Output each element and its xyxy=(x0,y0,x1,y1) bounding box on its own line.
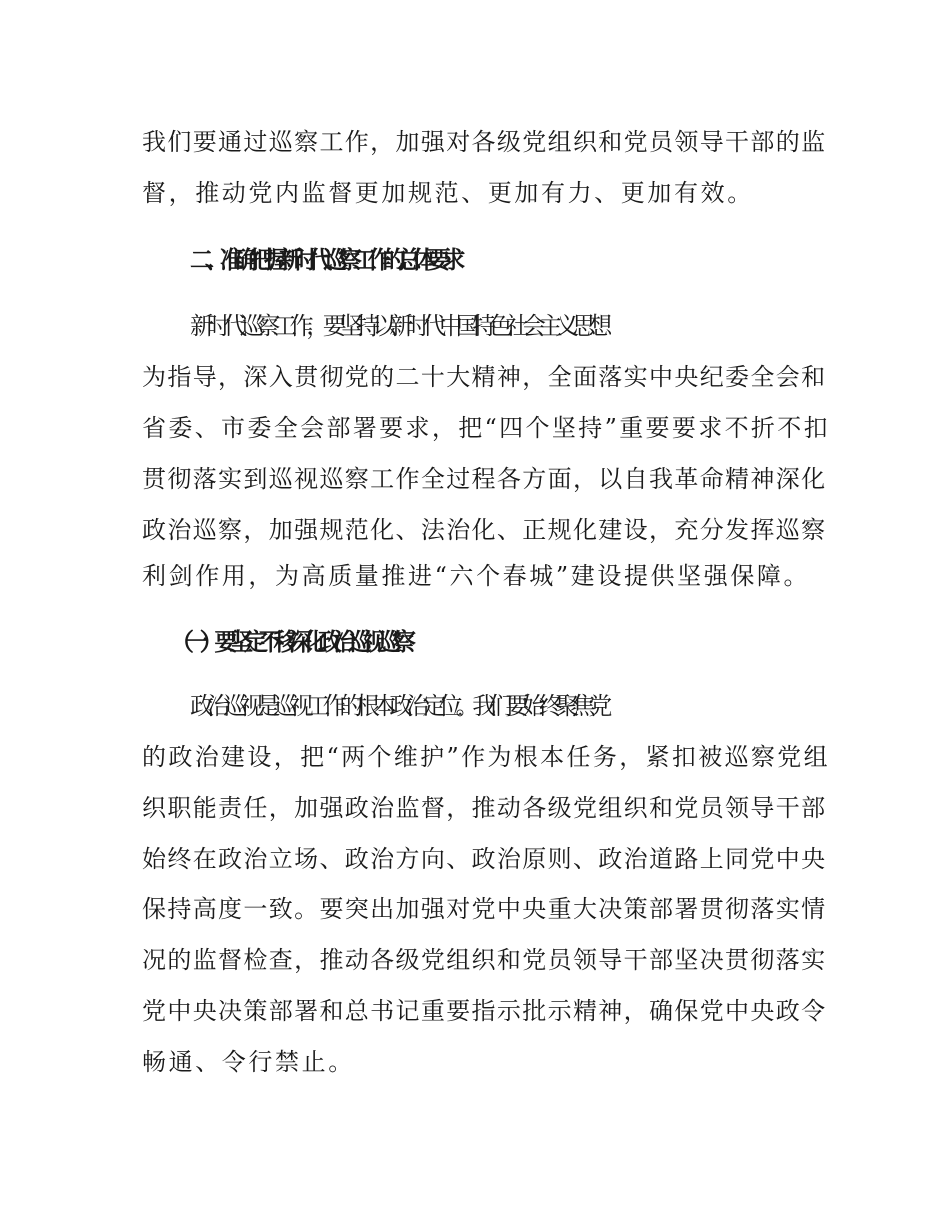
paragraph-line: 党中央决策部署和总书记重要指示批示精神，确保党中央政令 xyxy=(142,997,827,1025)
paragraph-line: 省委、市委全会部署要求，把“四个坚持”重要要求不折不扣 xyxy=(142,414,830,442)
paragraph-line: 督，推动党内监督更加规范、更加有力、更加有效。 xyxy=(142,179,754,207)
section-heading: 二、准确把握新时代巡察工作的总体要求 xyxy=(190,246,457,274)
paragraph-line: 我们要通过巡察工作，加强对各级党组织和党员领导干部的监 xyxy=(142,128,827,156)
paragraph-line: 政治巡察，加强规范化、法治化、正规化建设，充分发挥巡察 xyxy=(142,516,827,544)
paragraph-line: 况的监督检查，推动各级党组织和党员领导干部坚决贯彻落实 xyxy=(142,946,827,974)
paragraph-line: 畅通、令行禁止。 xyxy=(142,1048,355,1076)
subsection-heading: （一）要坚定不移深化政治巡视巡察 xyxy=(170,628,407,656)
paragraph-line: 政治巡视是巡视工作的根本政治定位。我们要始终聚焦党 xyxy=(190,692,605,720)
paragraph-line: 始终在政治立场、政治方向、政治原则、政治道路上同党中央 xyxy=(142,845,827,873)
paragraph-line: 保持高度一致。要突出加强对党中央重大决策部署贯彻落实情 xyxy=(142,895,827,923)
paragraph-line: 织职能责任，加强政治监督，推动各级党组织和党员领导干部 xyxy=(142,794,827,822)
paragraph-line: 的政治建设，把“两个维护”作为根本任务，紧扣被巡察党组 xyxy=(142,743,830,771)
paragraph-line: 利剑作用，为高质量推进“六个春城”建设提供坚强保障。 xyxy=(142,562,811,590)
paragraph-line: 贯彻落实到巡视巡察工作全过程各方面，以自我革命精神深化 xyxy=(142,465,827,493)
paragraph-line: 为指导，深入贯彻党的二十大精神，全面落实中央纪委全会和 xyxy=(142,363,827,391)
paragraph-line: 新时代巡察工作，要坚持以新时代中国特色社会主义思想 xyxy=(190,312,605,340)
